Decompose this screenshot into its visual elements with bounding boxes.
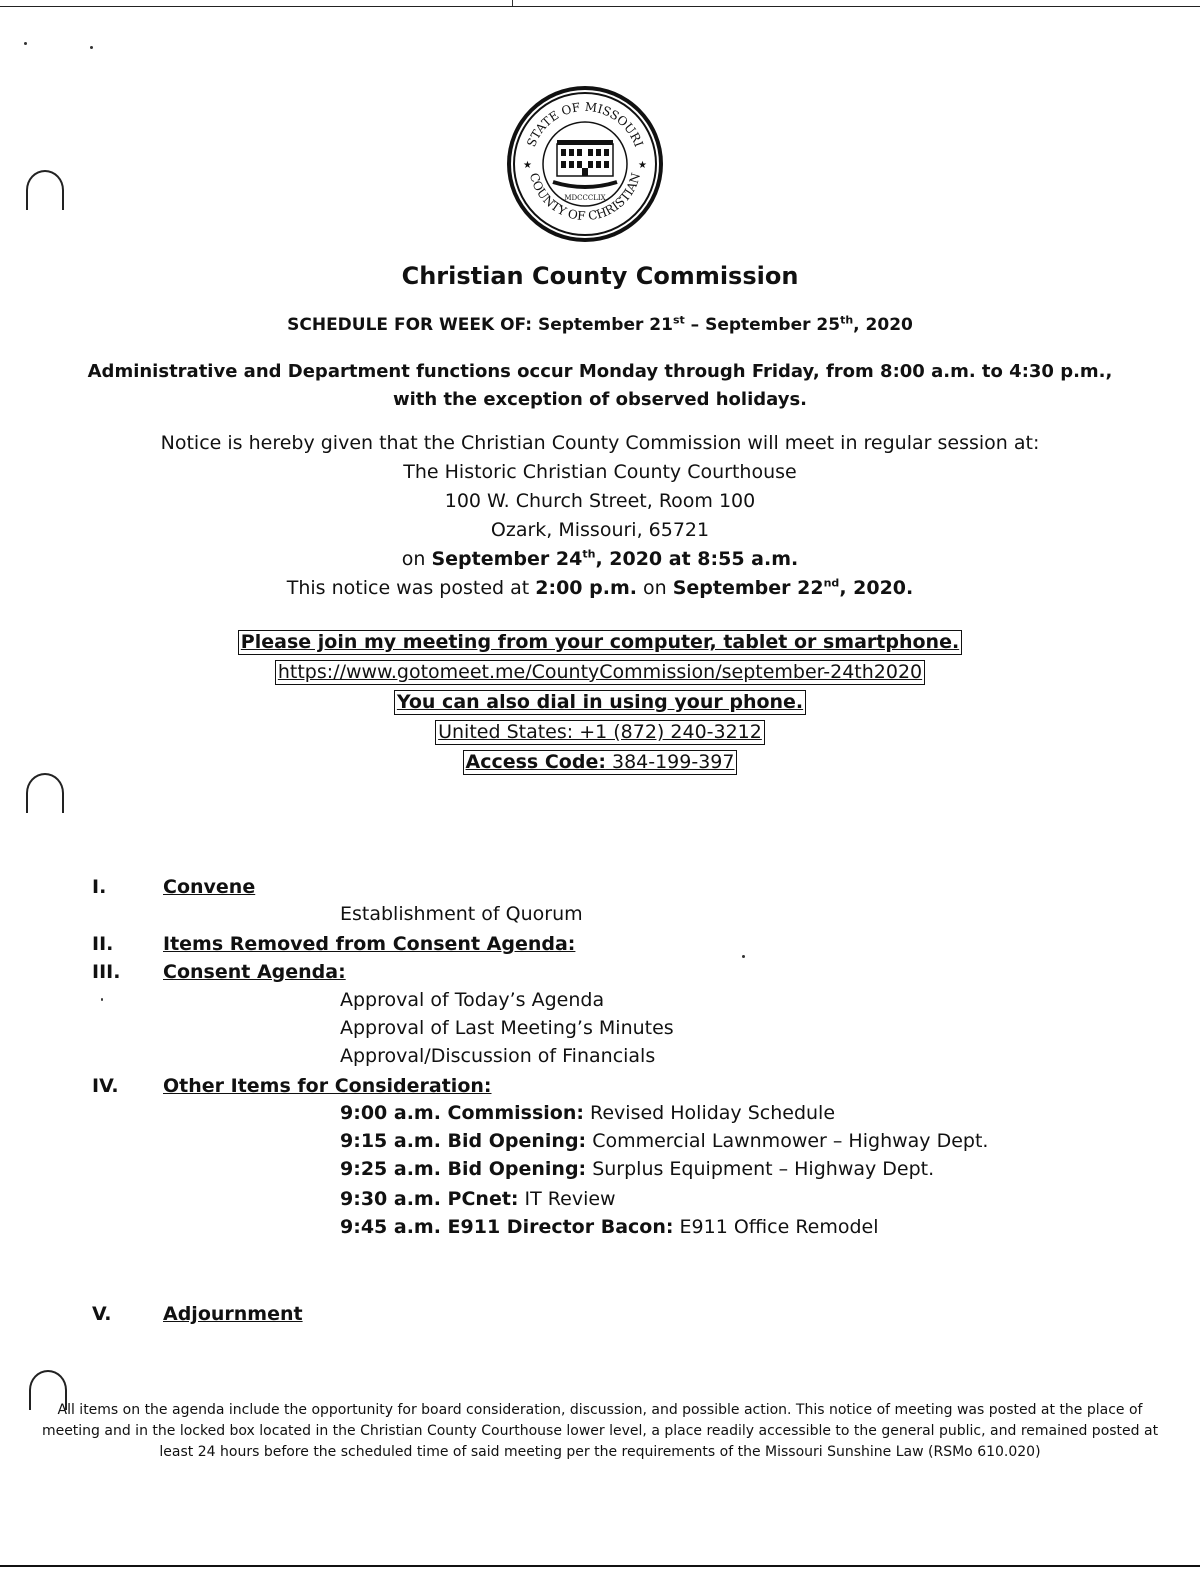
access-code: Access Code: 384-199-397 — [463, 750, 738, 775]
agenda-item: 9:25 a.m. Bid Opening: Surplus Equipment – Highway Dept. — [340, 1158, 935, 1180]
section-number-1: I. — [92, 876, 107, 898]
section-number-4: IV. — [92, 1075, 119, 1097]
section-number-3: III. — [92, 961, 121, 983]
section-title-consent-agenda: Consent Agenda: — [163, 961, 346, 983]
notice-venue: The Historic Christian County Courthouse — [403, 461, 797, 483]
scan-speck — [742, 955, 745, 958]
section-title-adjournment: Adjournment — [163, 1303, 303, 1325]
seal-text-bottom: COUNTY OF CHRISTIAN — [526, 171, 644, 224]
notice-intro: Notice is hereby given that the Christian County Commission will meet in regular session at: — [160, 432, 1040, 454]
meeting-url-link[interactable]: https://www.gotomeet.me/CountyCommission/september-24th2020 — [275, 660, 925, 685]
phone-number: United States: +1 (872) 240-3212 — [435, 720, 765, 745]
agenda-item: 9:30 a.m. PCnet: IT Review — [340, 1188, 616, 1210]
section-number-2: II. — [92, 933, 114, 955]
dial-in-text: You can also dial in using your phone. — [394, 690, 806, 715]
notice-date: on September 24th, 2020 at 8:55 a.m. — [401, 547, 799, 570]
scan-speck — [90, 46, 93, 49]
admin-line-1: Administrative and Department functions occur Monday through Friday, from 8:00 a.m. to 4:30 p.m., — [87, 361, 1113, 382]
punch-hole-mark — [26, 170, 64, 210]
agenda-item: Approval of Last Meeting’s Minutes — [340, 1017, 674, 1039]
svg-text:★: ★ — [523, 160, 532, 171]
top-rule-tick — [512, 0, 513, 6]
admin-hours-text — [0, 358, 1200, 414]
agenda-item: 9:15 a.m. Bid Opening: Commercial Lawnmower – Highway Dept. — [340, 1130, 989, 1152]
page-title: Christian County Commission — [401, 262, 799, 290]
punch-hole-mark — [26, 773, 64, 813]
scan-speck — [24, 42, 27, 45]
agenda-item: Approval of Today’s Agenda — [340, 989, 605, 1011]
top-rule — [0, 6, 1200, 7]
legal-footer-notice: All items on the agenda include the opportunity for board consideration, discussion, and possible action. This notice of meeting was posted at the place of meeting and in the locked box located in the Christian County Courthouse lower level, a place readily accessible to the general public, and remained posted at least 24 hours before the scheduled time of said meeting per the requirements of the Missouri Sunshine Law (RSMo 610.020) — [41, 1402, 1159, 1460]
notice-posted: This notice was posted at 2:00 p.m. on September 22nd, 2020. — [286, 576, 914, 599]
agenda-item: Approval/Discussion of Financials — [340, 1045, 656, 1067]
county-seal-logo — [505, 84, 665, 244]
notice-address: 100 W. Church Street, Room 100 — [444, 490, 756, 512]
notice-city: Ozark, Missouri, 65721 — [490, 519, 710, 541]
bottom-rule — [0, 1565, 1200, 1567]
meeting-notice — [0, 429, 1200, 603]
section-title-other-items: Other Items for Consideration: — [163, 1075, 492, 1097]
schedule-week-line: SCHEDULE FOR WEEK OF: September 21st – September 25th, 2020 — [287, 313, 913, 335]
seal-year: MDCCCLIX — [564, 194, 606, 202]
seal-text-top: STATE OF MISSOURI — [524, 99, 646, 149]
svg-text:★: ★ — [638, 160, 647, 171]
join-meeting-text: Please join my meeting from your computer, tablet or smartphone. — [238, 630, 962, 655]
section-title-convene: Convene — [163, 876, 256, 898]
agenda-item: 9:45 a.m. E911 Director Bacon: E911 Office Remodel — [340, 1216, 879, 1238]
agenda-item: 9:00 a.m. Commission: Revised Holiday Schedule — [340, 1102, 836, 1124]
scan-speck — [101, 998, 103, 1001]
agenda-item: Establishment of Quorum — [340, 903, 583, 925]
online-meeting-info — [0, 628, 1200, 778]
admin-line-2: with the exception of observed holidays. — [392, 389, 808, 410]
section-title-items-removed: Items Removed from Consent Agenda: — [163, 933, 576, 955]
section-number-5: V. — [92, 1303, 112, 1325]
